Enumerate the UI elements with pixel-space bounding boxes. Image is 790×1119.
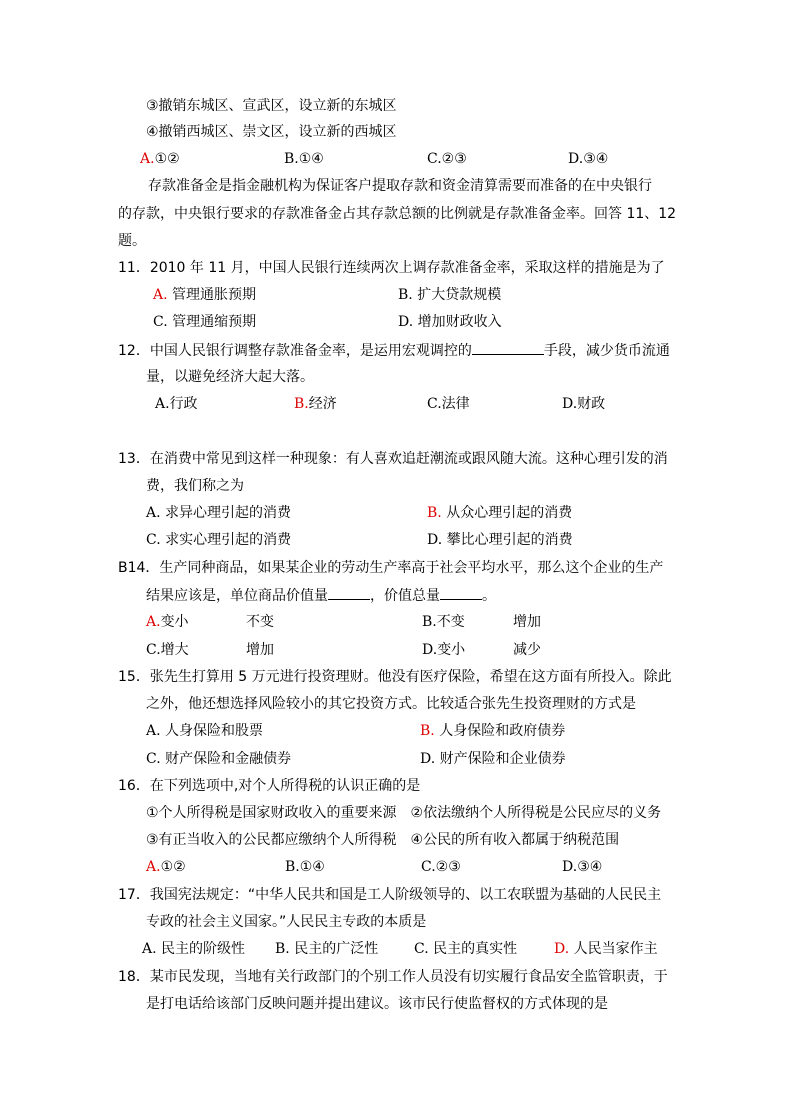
q13-stem: 13．在消费中常见到这样一种现象：有人喜欢追赶潮流或跟风随大流。这种心理引发的消 xyxy=(118,451,668,467)
option-text: 民主的广泛性 xyxy=(294,941,379,957)
option-text: 攀比心理引起的消费 xyxy=(446,532,573,548)
option-text: ③④ xyxy=(577,859,603,875)
q12-option-a xyxy=(155,394,198,414)
option-text-1: 不变 xyxy=(436,614,465,630)
option-letter: A. xyxy=(146,859,161,875)
option-text: 经济 xyxy=(308,396,337,412)
option-text-1: 增大 xyxy=(160,642,189,658)
option-text: 增加财政收入 xyxy=(417,314,502,330)
option-text: 扩大贷款规模 xyxy=(417,287,502,303)
option-text: 求实心理引起的消费 xyxy=(165,532,292,548)
q14-option-b xyxy=(422,612,465,632)
q18-stem-line-2: 是打电话给该部门反映问题并提出建议。该市民行使监督权的方式体现的是 xyxy=(146,996,608,1012)
q14-stem-part-a: 结果应该是，单位商品价值量 xyxy=(146,588,328,604)
option-letter: A. xyxy=(146,614,161,630)
option-letter: C. xyxy=(146,642,161,658)
option-text: ①② xyxy=(154,151,180,167)
option-letter: B. xyxy=(427,505,442,521)
prev-option-b xyxy=(284,149,324,169)
option-text: ①② xyxy=(160,859,186,875)
option-text: ①④ xyxy=(298,151,324,167)
q14-option-d xyxy=(422,640,465,660)
option-text: 管理通胀预期 xyxy=(172,287,257,303)
prev-option-d xyxy=(568,149,608,169)
option-text: 从众心理引起的消费 xyxy=(446,505,573,521)
q11-option-d xyxy=(398,312,502,332)
q14-stem-part-c: 。 xyxy=(482,588,496,604)
q14-stem: B14．生产同种商品，如果某企业的劳动生产率高于社会平均水平，那么这个企业的生产 xyxy=(118,560,664,576)
option-letter: D. xyxy=(398,314,414,330)
q12-stem xyxy=(118,340,670,361)
prev-item-3: ③撤销东城区、宣武区，设立新的东城区 xyxy=(146,98,397,114)
option-letter: D. xyxy=(562,859,578,875)
option-text: ②③ xyxy=(435,859,461,875)
q17-stem-line-2: 专政的社会主义国家。”人民民主专政的本质是 xyxy=(146,914,427,930)
intro-line-2: 的存款，中央银行要求的存款准备金占其存款总额的比例就是存款准备金率。回答 11、12 xyxy=(118,206,677,222)
option-letter: A. xyxy=(155,396,170,412)
q14-option-d-second: 减少 xyxy=(513,642,541,658)
option-letter: D. xyxy=(427,532,443,548)
option-letter: A. xyxy=(140,151,155,167)
option-letter: C. xyxy=(146,751,161,767)
answer-blank xyxy=(328,585,370,600)
option-letter: A. xyxy=(146,723,161,739)
option-letter: B. xyxy=(294,396,309,412)
q13-stem-line-2: 费，我们称之为 xyxy=(146,478,244,494)
q14-option-a-second: 不变 xyxy=(246,614,274,630)
option-letter: B. xyxy=(398,287,413,303)
q13-option-b xyxy=(427,503,572,523)
q17-option-c xyxy=(414,939,517,959)
q18-stem: 18．某市民发现，当地有关行政部门的个别工作人员没有切实履行食品安全监管职责，于 xyxy=(118,969,668,985)
q13-option-c xyxy=(146,530,291,550)
q12-stem-before: 12．中国人民银行调整存款准备金率，是运用宏观调控的 xyxy=(118,343,472,359)
option-text: ①④ xyxy=(299,859,325,875)
q14-stem-line-2 xyxy=(146,585,496,606)
q17-stem: 17．我国宪法规定：“中华人民共和国是工人阶级领导的、以工农联盟为基础的人民民主 xyxy=(118,887,662,903)
option-letter: C. xyxy=(146,532,161,548)
intro-line-1: 存款准备金是指金融机构为保证客户提取存款和资金清算需要而准备的在中央银行 xyxy=(148,178,652,194)
q15-option-d xyxy=(420,749,566,769)
option-letter: D. xyxy=(420,751,436,767)
option-text-1: 变小 xyxy=(437,642,466,658)
q14-option-c xyxy=(146,640,189,660)
option-letter: C. xyxy=(414,941,429,957)
prev-item-4: ④撤销西城区、崇文区，设立新的西城区 xyxy=(146,124,397,140)
q11-option-c xyxy=(153,312,256,332)
option-text: 管理通缩预期 xyxy=(172,314,257,330)
option-letter: C. xyxy=(421,859,436,875)
q11-option-b xyxy=(398,285,501,305)
q17-option-b xyxy=(275,939,378,959)
option-letter: D. xyxy=(554,941,570,957)
option-text: 法律 xyxy=(441,396,470,412)
option-text: ③④ xyxy=(583,151,609,167)
q17-option-a xyxy=(142,939,245,959)
q16-items-line-1: ①个人所得税是国家财政收入的重要来源 ②依法缴纳个人所得税是公民应尽的义务 xyxy=(146,805,662,821)
q16-option-c xyxy=(421,857,461,877)
q17-option-d xyxy=(554,939,658,959)
q13-option-d xyxy=(427,530,573,550)
option-letter: B. xyxy=(284,151,299,167)
q15-option-c xyxy=(146,749,291,769)
option-letter: A. xyxy=(142,941,157,957)
q14-option-c-second: 增加 xyxy=(246,642,274,658)
q13-option-a xyxy=(146,503,291,523)
q15-stem: 15．张先生打算用 5 万元进行投资理财。他没有医疗保险，希望在这方面有所投入。除此 xyxy=(118,669,672,685)
option-text: 人身保险和政府债券 xyxy=(439,723,566,739)
q11-stem: 11．2010 年 11 月，中国人民银行连续两次上调存款准备金率，采取这样的措施是为了 xyxy=(118,260,665,276)
q12-option-d xyxy=(562,394,605,414)
q16-stem: 16．在下列选项中,对个人所得税的认识正确的是 xyxy=(118,778,421,794)
q12-option-c xyxy=(427,394,470,414)
q16-option-d xyxy=(562,857,602,877)
option-text: 民主的真实性 xyxy=(433,941,518,957)
option-letter: B. xyxy=(275,941,290,957)
option-text: 民主的阶级性 xyxy=(161,941,246,957)
q15-option-b xyxy=(420,721,565,741)
option-letter: A. xyxy=(153,287,168,303)
q16-option-b xyxy=(285,857,325,877)
option-letter: D. xyxy=(568,151,584,167)
q16-option-a xyxy=(146,857,186,877)
q15-stem-line-2: 之外，他还想选择风险较小的其它投资方式。比较适合张先生投资理财的方式是 xyxy=(146,696,636,712)
option-text-1: 变小 xyxy=(160,614,189,630)
prev-option-a xyxy=(140,149,180,169)
option-text: 求异心理引起的消费 xyxy=(165,505,292,521)
option-text: ②③ xyxy=(441,151,467,167)
option-letter: B. xyxy=(420,723,435,739)
option-letter: B. xyxy=(422,614,437,630)
q11-option-a xyxy=(153,285,256,305)
option-text: 财产保险和金融债券 xyxy=(165,751,292,767)
q16-items-line-2: ③有正当收入的公民都应缴纳个人所得税 ④公民的所有收入都属于纳税范围 xyxy=(146,832,620,848)
option-letter: C. xyxy=(153,314,168,330)
option-text: 人身保险和股票 xyxy=(165,723,264,739)
answer-blank xyxy=(440,585,482,600)
option-letter: D. xyxy=(562,396,578,412)
q12-stem-after: 手段，减少货币流通 xyxy=(543,343,670,359)
option-letter: A. xyxy=(146,505,161,521)
option-text: 财产保险和企业债券 xyxy=(439,751,566,767)
option-letter: C. xyxy=(427,396,442,412)
option-text: 财政 xyxy=(577,396,606,412)
option-letter: D. xyxy=(422,642,438,658)
option-letter: B. xyxy=(285,859,300,875)
intro-line-3: 题。 xyxy=(118,233,146,249)
q12-option-b xyxy=(294,394,337,414)
q14-option-b-second: 增加 xyxy=(513,614,541,630)
option-letter: C. xyxy=(427,151,442,167)
answer-blank xyxy=(472,340,544,355)
q12-stem-line-2: 量，以避免经济大起大落。 xyxy=(146,369,314,385)
prev-option-c xyxy=(427,149,467,169)
q14-option-a xyxy=(146,612,189,632)
option-text: 人民当家作主 xyxy=(573,941,658,957)
q14-stem-part-b: ，价值总量 xyxy=(370,588,440,604)
option-text: 行政 xyxy=(169,396,198,412)
q15-option-a xyxy=(146,721,263,741)
